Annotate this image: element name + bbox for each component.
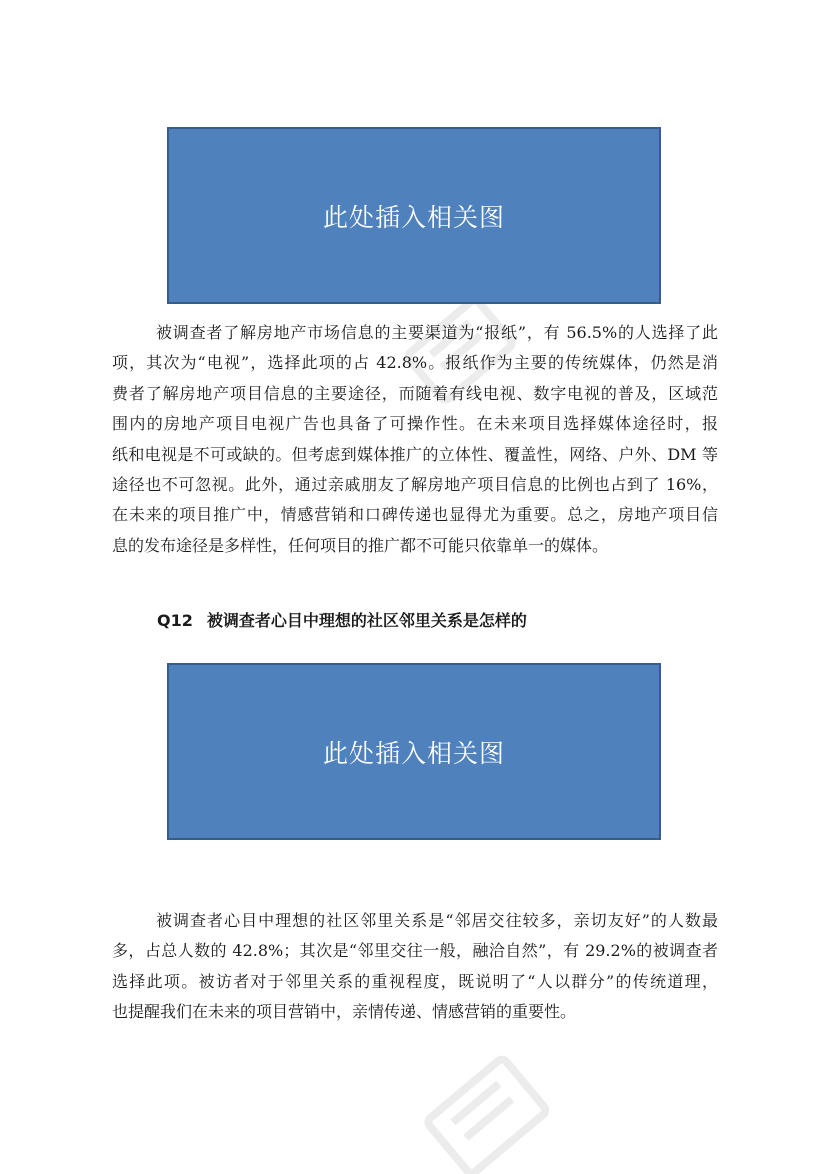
paragraph-line: 途径也不可忽视。此外，通过亲戚朋友了解房地产项目信息的比例也占到了 16%， (112, 475, 718, 495)
paragraph-line: 息的发布途径是多样性，任何项目的推广都不可能只依靠单一的媒体。 (112, 535, 609, 555)
paragraph-line: 围内的房地产项目电视广告也具备了可操作性。在未来项目选择媒体途径时，报 (112, 414, 718, 434)
question-number: Q12 (157, 611, 193, 630)
paragraph-line: 被调查者心目中理想的社区邻里关系是“邻居交往较多，亲切友好”的人数最 (156, 911, 718, 930)
paragraph-line: 多，占总人数的 42.8%；其次是“邻里交往一般，融洽自然”，有 29.2%的被调查者 (112, 941, 718, 961)
figure-placeholder-label: 此处插入相关图 (322, 202, 505, 232)
paragraph-line: 费者了解房地产项目信息的主要途径，而随着有线电视、数字电视的普及，区域范 (112, 383, 718, 403)
paragraph-line: 在未来的项目推广中，情感营销和口碑传递也显得尤为重要。总之，房地产项目信 (112, 505, 718, 525)
paragraph-line: 项，其次为“电视”，选择此项的占 42.8%。报纸作为主要的传统媒体，仍然是消 (112, 353, 718, 373)
watermark-graphic (410, 1040, 570, 1174)
question-title: 被调查者心目中理想的社区邻里关系是怎样的 (206, 611, 527, 630)
paragraph-media-channels (112, 318, 718, 561)
paragraph-line: 被调查者了解房地产市场信息的主要渠道为“报纸”，有 56.5%的人选择了此 (156, 323, 718, 342)
question-heading (157, 608, 527, 631)
figure-placeholder-2 (167, 663, 661, 840)
figure-placeholder-label: 此处插入相关图 (322, 738, 505, 768)
paragraph-line: 纸和电视是不可或缺的。但考虑到媒体推广的立体性、覆盖性，网络、户外、DM 等 (112, 444, 718, 464)
paragraph-line: 选择此项。被访者对于邻里关系的重视程度，既说明了“人以群分”的传统道理， (112, 971, 718, 991)
paragraph-neighbor-relations (112, 906, 718, 1028)
figure-placeholder-1 (167, 127, 661, 304)
paragraph-line: 也提醒我们在未来的项目营销中，亲情传递、情感营销的重要性。 (112, 1002, 577, 1022)
